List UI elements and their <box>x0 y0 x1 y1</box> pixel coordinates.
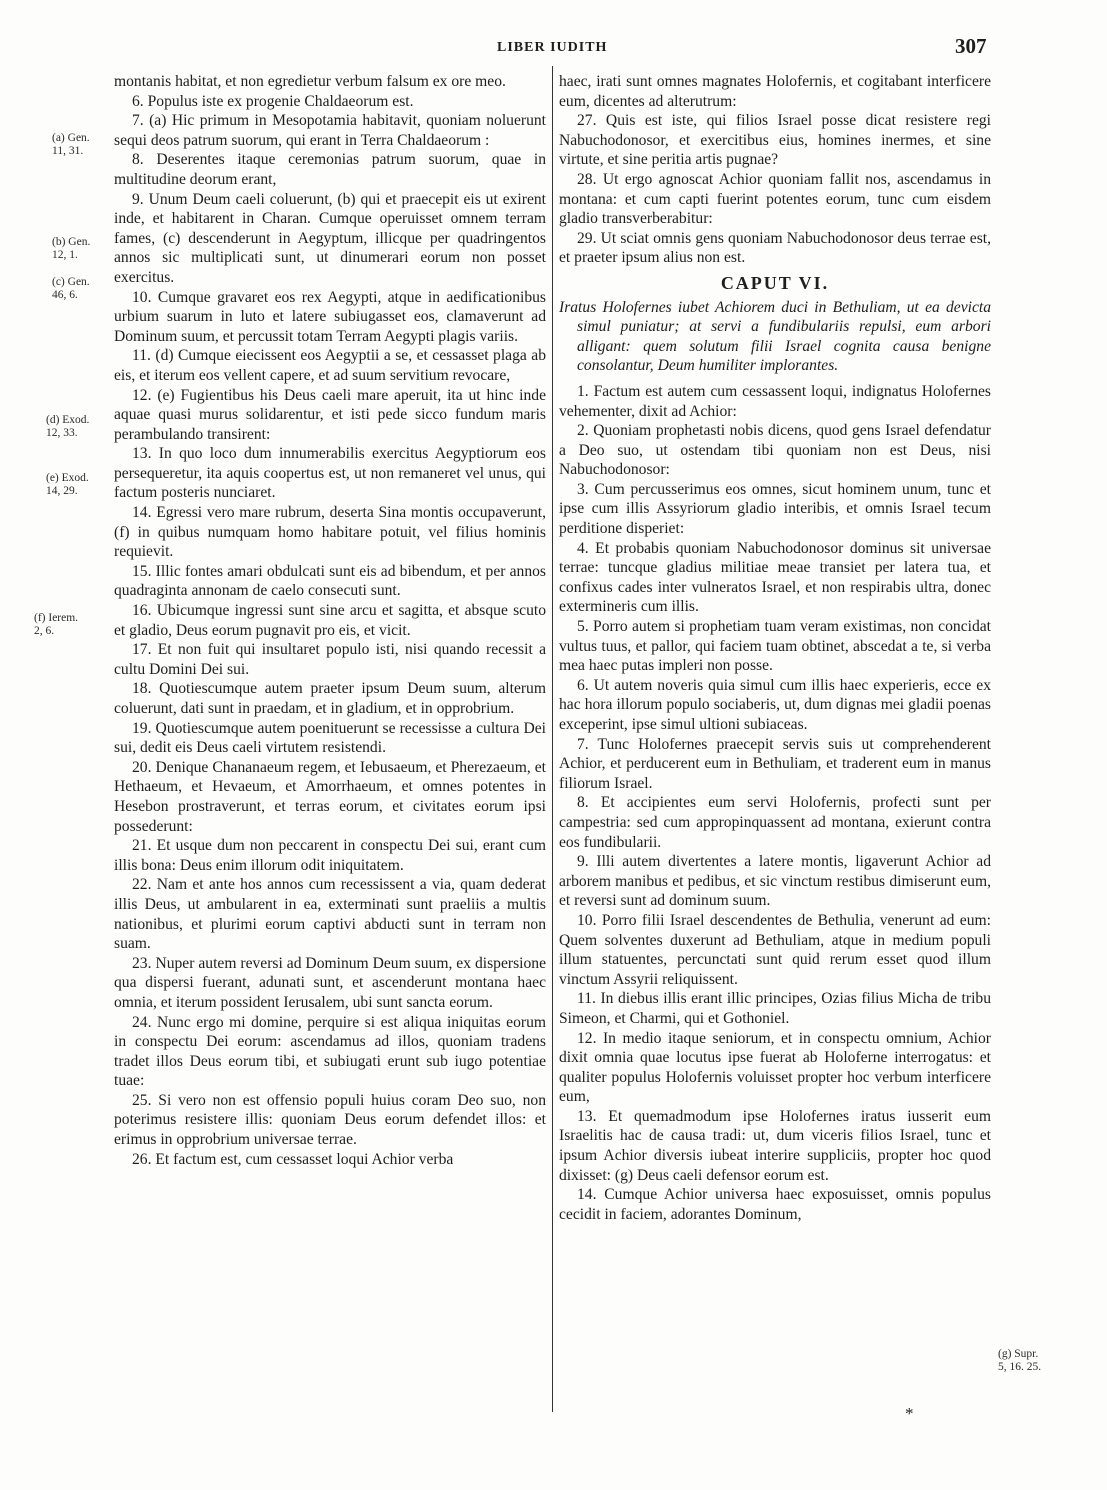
verse-paragraph: 11. (d) Cumque eiecissent eos Aegyptii a se, et cessasset plaga ab eis, et iterum eos vellent capere, et ad suum servitium revocare, <box>114 347 546 384</box>
verse-paragraph: 2. Quoniam prophetasti nobis dicens, quod gens Israel defendatur a Deo suo, ut ostendam tibi quoniam non est Deus, nisi Nabuchodonosor: <box>559 422 991 479</box>
verse-paragraph: 12. (e) Fugientibus his Deus caeli mare aperuit, ita ut hinc inde aquae quasi murus solidarentur, et isti pede sicco fundum maris perambulando transirent: <box>114 386 546 443</box>
margin-note-label: (d) Exod. <box>46 414 90 426</box>
verse-paragraph: 7. Tunc Holofernes praecepit servis suis ut comprehenderent Achior, et perducerent eum in Bethuliam, et traderent eum in manus filiorum Israel. <box>559 735 991 792</box>
signature-mark: * <box>905 1404 914 1423</box>
margin-note <box>34 612 96 638</box>
margin-note-ref: 5, 16. 25. <box>998 1361 1042 1373</box>
verse-paragraph: 27. Quis est iste, qui filios Israel posse dicat resistere regi Nabuchodonosor, et exercitibus eius, homines inermes, et sine virtute, et sine peritia artis pugnae? <box>559 112 991 169</box>
verse-paragraph: 4. Et probabis quoniam Nabuchodonosor dominus sit universae terrae: tuncque gladius militiae meae transiet per latera tua, et confixus cades inter vulneratos Israel, et non respirabis ultra, donec extermineris cum illis. <box>559 539 991 616</box>
margin-note-ref: 12, 1. <box>52 249 78 261</box>
verse-paragraph: 12. In medio itaque seniorum, et in conspectu omnium, Achior dixit omnia quae locutus ipse fuerat ab Holoferne interrogatus: et qualiter populus Holofernis voluisset propter hoc verbum interficere eum, <box>559 1029 991 1106</box>
margin-note-ref: 14, 29. <box>46 485 78 497</box>
margin-note-label: (a) Gen. <box>52 132 90 144</box>
verse-paragraph: 7. (a) Hic primum in Mesopotamia habitavit, quoniam noluerunt sequi deos patrum suorum, qui erant in Terra Chaldaeorum : <box>114 112 546 149</box>
running-head <box>0 36 1107 60</box>
verse-paragraph: 3. Cum percusserimus eos omnes, sicut hominem unum, tunc et ipse cum illis Assyriorum gladio interibis, et omnis Israel tecum perditione disperiet: <box>559 480 991 538</box>
verse-paragraph: 18. Quotiescumque autem praeter ipsum Deum suum, alterum coluerunt, dati sunt in praedam, et in gladium, et in opprobrium. <box>114 680 546 717</box>
margin-note <box>46 472 108 498</box>
margin-note-ref: 46, 6. <box>52 289 78 301</box>
margin-note-label: (b) Gen. <box>52 236 91 248</box>
margin-note-ref: 12, 33. <box>46 427 78 439</box>
margin-note-ref: 2, 6. <box>34 625 55 637</box>
chapter-heading: CAPUT VI. <box>720 272 830 293</box>
verse-paragraph: montanis habitat, et non egredietur verbum falsum ex ore meo. <box>114 73 506 90</box>
margin-note <box>998 1348 1060 1374</box>
verse-paragraph: 8. Deserentes itaque ceremonias patrum suorum, quae in multitudine deorum erant, <box>114 151 546 188</box>
margin-note-ref: 11, 31. <box>52 145 84 157</box>
verse-paragraph: 6. Ut autem noveris quia simul cum illis haec experieris, ecce ex hac hora illorum populo sociaberis, ut, dum dignas mei gladii poenas exceperint, ipse simul ultioni subiaceas. <box>559 676 991 733</box>
margin-note <box>52 132 114 158</box>
verse-paragraph: 8. Et accipientes eum servi Holofernis, profecti sunt per campestria: sed cum appropinquassent ad montana, exierunt contra eos fundibularii. <box>559 794 991 851</box>
chapter-summary: Iratus Holofernes iubet Achiorem duci in Bethuliam, ut ea devicta simul puniatur; at servi a fundibulariis repulsi, eum arbori alligant: quem solutum filii Israel cognita causa benigne consolantur, Deum humiliter implorantes. <box>559 298 991 375</box>
margin-note-label: (c) Gen. <box>52 276 90 288</box>
verse-paragraph: 20. Denique Chananaeum regem, et Iebusaeum, et Pherezaeum, et Hethaeum, et Hevaeum, et Amorrhaeum, et omnes potentes in Hesebon prostraverunt, et terras eorum, et civitates eorum ipsi possederunt: <box>114 758 546 835</box>
verse-paragraph: 21. Et usque dum non peccarent in conspectu Dei sui, erant cum illis bona: Deus enim illorum odit iniquitatem. <box>114 837 546 874</box>
margin-note-label: (g) Supr. <box>998 1348 1039 1360</box>
verse-paragraph: 13. In quo loco dum innumerabilis exercitus Aegyptiorum eos persequeretur, ita aquis coopertus est, ut non remaneret vel unus, qui factum posteris nunciaret. <box>114 445 546 502</box>
verse-paragraph: 25. Si vero non est offensio populi huius coram Deo suo, non poterimus resistere illis: quoniam Deus eorum defendet illos: et erimus in opprobrium universae terrae. <box>114 1091 546 1149</box>
verse-paragraph: haec, irati sunt omnes magnates Holofernis, et cogitabant interficere eum, dicentes ad alterutrum: <box>559 73 991 110</box>
running-title: LIBER IUDITH <box>497 40 608 55</box>
verse-paragraph: 14. Egressi vero mare rubrum, deserta Sina montis occupaverunt, (f) in quibus numquam homo habitare potuit, vel filius hominis requievit. <box>114 504 546 561</box>
verse-paragraph: 9. Unum Deum caeli coluerunt, (b) qui et praecepit eis ut exirent inde, et habitarent in Charan. Cumque operuisset omnem terram fames, (c) descenderunt in Aegyptum, illicque per quadringentos annos sic multiplicati sunt, ut dinumerari eorum non posset exercitus. <box>114 190 546 286</box>
verse-paragraph: 11. In diebus illis erant illic principes, Ozias filius Micha de tribu Simeon, et Charmi, qui et Gothoniel. <box>559 990 991 1027</box>
margin-note-label: (e) Exod. <box>46 472 89 484</box>
margin-note <box>46 414 108 440</box>
page-number: 307 <box>955 34 987 58</box>
verse-paragraph: 29. Ut sciat omnis gens quoniam Nabuchodonosor deus terrae est, et praeter ipsum alius non est. <box>559 229 991 267</box>
verse-paragraph: 9. Illi autem divertentes a latere montis, ligaverunt Achior ad arborem manibus et pedibus, et sic vinctum restibus dimiserunt eum, et reversi sunt ad dominum suum. <box>559 853 991 910</box>
verse-paragraph: 26. Et factum est, cum cessasset loqui Achior verba <box>132 1150 454 1168</box>
verse-paragraph: 1. Factum est autem cum cessassent loqui, indignatus Holofernes vehementer, dixit ad Achior: <box>559 382 991 420</box>
verse-paragraph: 19. Quotiescumque autem poenituerunt se recessisse a cultura Dei sui, dedit eis Deus caeli virtutem resistendi. <box>114 719 546 757</box>
verse-paragraph: 5. Porro autem si prophetiam tuam veram existimas, non concidat vultus tuus, et pallor, qui faciem tuam obtinet, abscedat a te, si verba mea haec putas impleri non posse. <box>559 618 991 675</box>
verse-paragraph: 23. Nuper autem reversi ad Dominum Deum suum, ex dispersione qua dispersi fuerant, adunati sunt, et ascenderunt montana haec omnia, et iterum possident Ierusalem, ubi sunt sancta eorum. <box>114 954 546 1011</box>
margin-note <box>52 236 114 262</box>
verse-paragraph: 10. Cumque gravaret eos rex Aegypti, atque in aedificationibus urbium suarum in luto et latere subiugasset eos, clamaverunt ad Dominum suum, et percussit totam Terram Aegypti plagis variis. <box>114 288 546 345</box>
margin-note <box>52 276 114 302</box>
verse-paragraph: 22. Nam et ante hos annos cum recessissent a via, quam dederat illis Deus, ut ambularent in ea, exterminati sunt praeliis a multis nationibus, et plurimi eorum captivi abducti sunt in terram non suam. <box>114 876 546 953</box>
verse-paragraph: 16. Ubicumque ingressi sunt sine arcu et sagitta, et absque scuto et gladio, Deus eorum pugnavit pro eis, et vicit. <box>114 602 546 639</box>
verse-paragraph: 24. Nunc ergo mi domine, perquire si est aliqua iniquitas eorum in conspectu Dei eorum: ascendamus ad illos, quoniam tradens tradet illos Deus eorum tibi, et subiugati erunt sub iugo potentiae tuae: <box>114 1013 546 1090</box>
right-column <box>559 72 991 1224</box>
verse-paragraph: 15. Illic fontes amari obdulcati sunt eis ad bibendum, et per annos quadraginta annonam de caelo consecuti sunt. <box>114 562 546 600</box>
column-rule <box>552 66 553 1412</box>
verse-paragraph: 13. Et quemadmodum ipse Holofernes iratus iusserit eum Israelitis hac de causa tradi: ut, dum viceris filios Israel, tunc et ipsum Achior diversis iubeat interire suppliciis, propter hoc quod dixisset: (g) Deus caeli defensor eorum est. <box>559 1107 991 1184</box>
verse-paragraph: 14. Cumque Achior universa haec exposuisset, omnis populus cecidit in faciem, adorantes Dominum, <box>559 1186 991 1223</box>
verse-paragraph: 10. Porro filii Israel descendentes de Bethulia, venerunt ad eum: Quem solventes duxerunt ad Bethuliam, atque in medium populi illum statuentes, percunctati sunt quid rerum esset quod illum vinctum Assyrii reliquissent. <box>559 911 991 988</box>
left-column <box>114 72 546 1169</box>
verse-paragraph: 28. Ut ergo agnoscat Achior quoniam fallit nos, ascendamus in montana: et cum capti fuerint potentes eorum, tunc cum eisdem gladio transverberabitur: <box>559 170 991 228</box>
verse-paragraph: 17. Et non fuit qui insultaret populo isti, nisi quando recessit a cultu Domini Dei sui. <box>114 641 546 678</box>
margin-note-label: (f) Ierem. <box>34 612 79 624</box>
verse-paragraph: 6. Populus iste ex progenie Chaldaeorum est. <box>132 92 414 110</box>
